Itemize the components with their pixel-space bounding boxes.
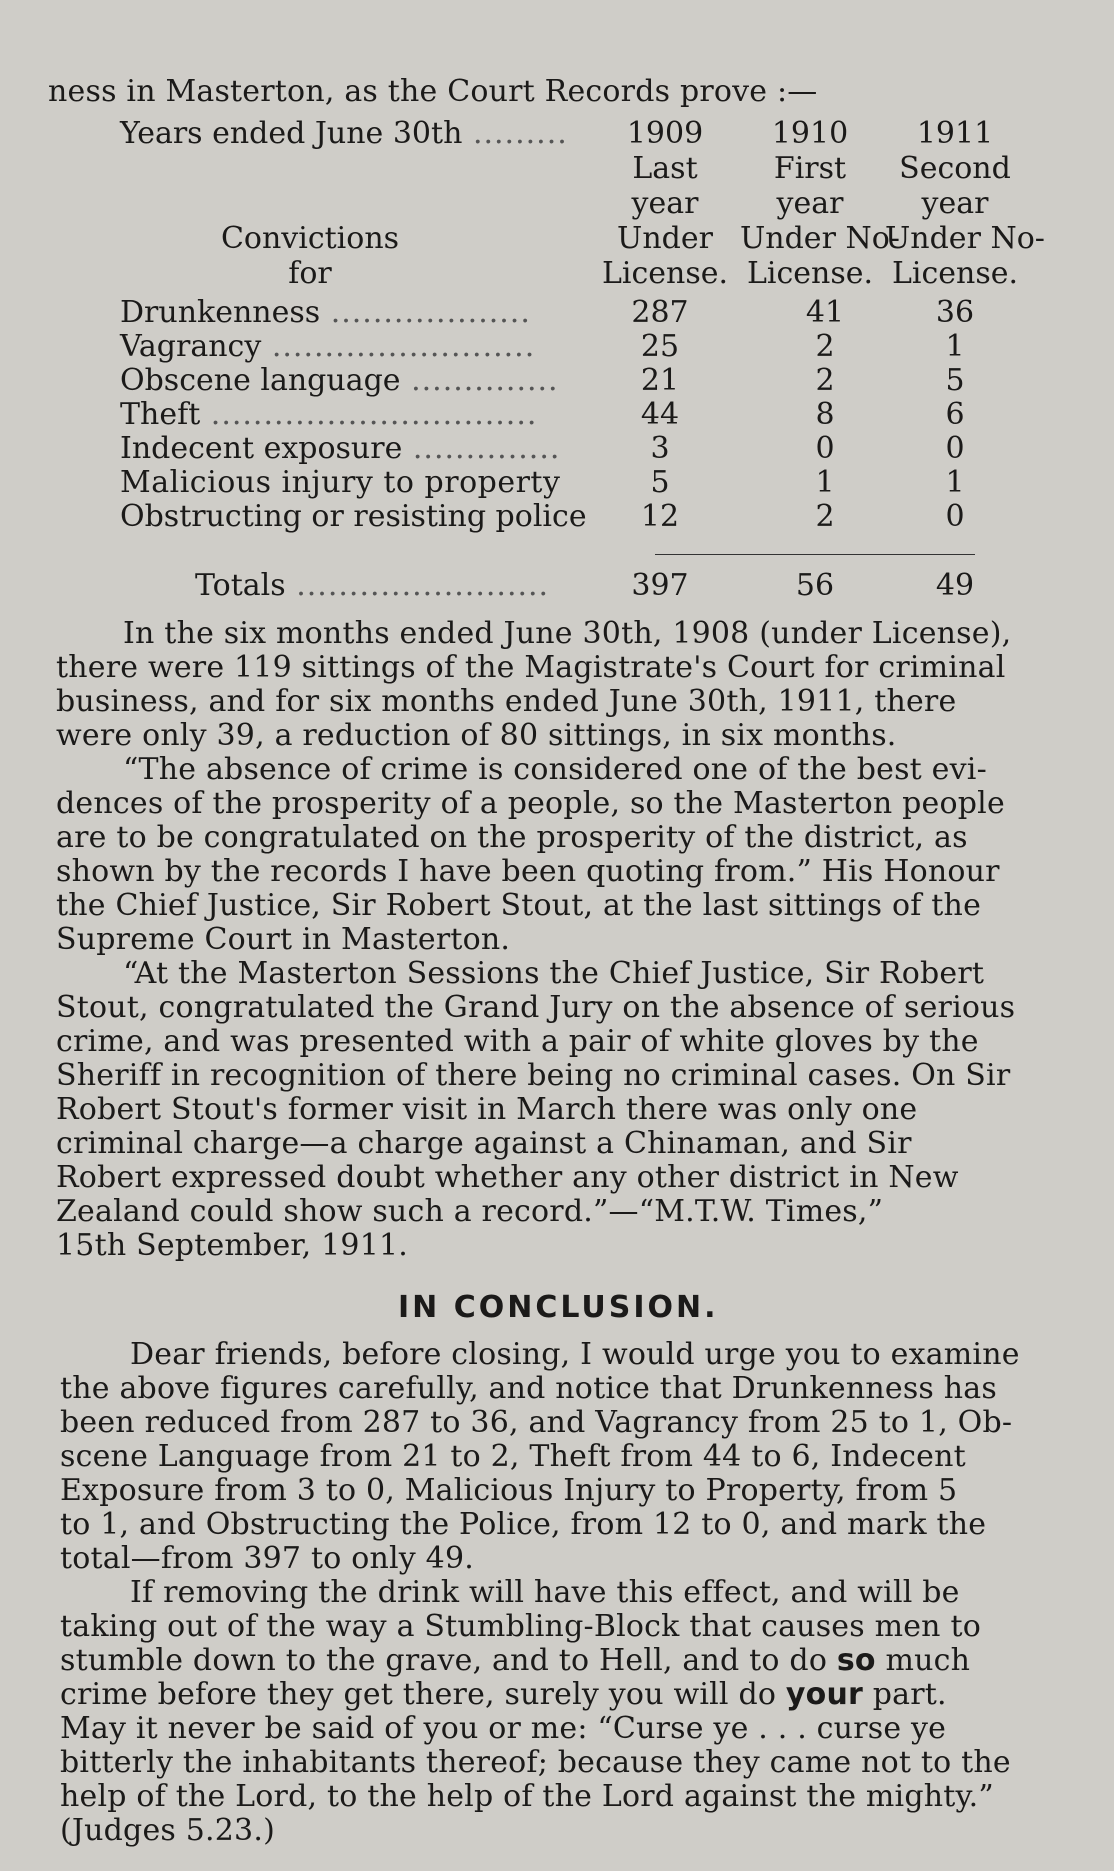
row-header: Convictions for bbox=[220, 221, 400, 291]
document-page: ness in Masterton, as the Court Records prove :— Years ended June 30th ......... 1909 Last year Under License. 1910 First year Under No- License. 1911 Second year Under No- License. Convictions for Drunkenness ................... 287 41 36 Vagrancy ......................... 25 2 1 Obscene language .............. 21 2 5 Theft ............................... 44 8 6 Indecent exposure .............. 3 0 0 Malicious injury to property 5 1 1 Obstructing or resisting police 12 2 0 Totals ........................ 397 56 49 In the six months ended June 30th, 1908 (under License), there were 119 sittings of the Magistrate's Court for criminal business, and for six months ended June 30th, 1911, there were only 39, a reduction of 80 sittings, in six months. “The absence of crime is considered one of the best evi- dences of the prosperity of a people, so the Masterton people are to be congratulated on the prosperity of the district, as shown by the records I have been quoting from.” His Honour the Chief Justice, Sir Robert Stout, at the last sittings of the Supreme Court in Masterton. “At the Masterton Sessions the Chief Justice, Sir Robert Stout, congratulated the Grand Jury on the absence of serious crime, and was presented with a pair of white gloves by the Sheriff in recognition of there being no criminal cases. On Sir Robert Stout's former visit in March there was only one criminal charge—a charge against a Chinaman, and Sir Robert expressed doubt whether any other district in New Zealand could show such a record.”—“M.T.W. Times,” 15th September, 1911. IN CONCLUSION. Dear friends, before closing, I would urge you to examine the above figures carefully, and notice that Drunkenness has been reduced from 287 to 36, and Vagrancy from 25 to 1, Ob- scene Language from 21 to 2, Theft from 44 to 6, Indecent Exposure from 3 to 0, Malicious Injury to Property, from 5 to 1, and Obstructing the Police, from 12 to 0, and mark the total—from 397 to only 49. If removing the drink will have this effect, and will be taking out of the way a Stumbling-Block that causes men to stumble down to the grave, and to Hell, and to do so much crime before they get there, surely you will do your part. May it never be said of you or me: “Curse ye . . . curse ye bitterly the inhabitants thereof; because they came not to the help of the Lord, to the help of the Lord against the mighty.” (Judges 5.23.) bbox=[48, 74, 1045, 1848]
col-1911-header: 1911 Second year Under No- License. bbox=[885, 116, 1045, 291]
years-label: Years ended June 30th ......... bbox=[120, 116, 568, 151]
section-heading: IN CONCLUSION. bbox=[398, 1290, 719, 1325]
totals-rule bbox=[655, 554, 975, 555]
col-1910-header: 1910 First year Under No- License. bbox=[740, 116, 900, 291]
col-1909-header: 1909 Last year Under License. bbox=[601, 116, 729, 291]
intro-line: ness in Masterton, as the Court Records prove :— bbox=[48, 74, 818, 109]
emphasis-your: your bbox=[785, 1677, 863, 1712]
emphasis-so: so bbox=[836, 1643, 876, 1678]
